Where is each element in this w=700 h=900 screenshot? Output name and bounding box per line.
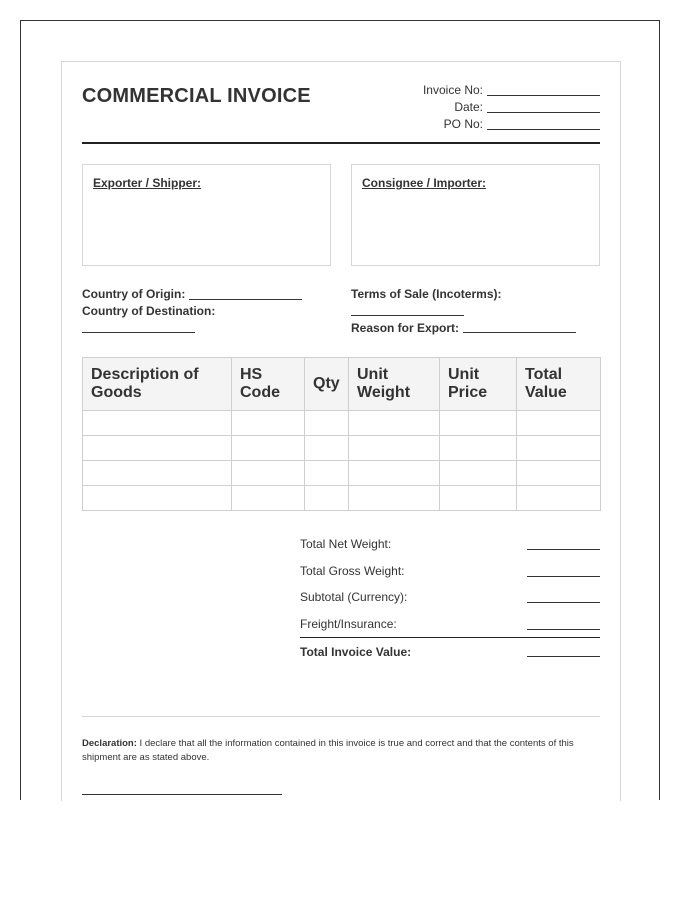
table-cell[interactable] — [440, 486, 517, 511]
table-cell[interactable] — [232, 436, 305, 461]
declaration-divider — [82, 716, 600, 717]
table-cell[interactable] — [517, 411, 601, 436]
consignee-box[interactable] — [351, 164, 600, 266]
country-origin-field[interactable] — [189, 299, 302, 300]
signature-line[interactable] — [82, 794, 282, 795]
consignee-label: Consignee / Importer: — [362, 176, 487, 190]
po-no-label: PO No: — [443, 117, 483, 131]
date-field[interactable] — [487, 112, 600, 113]
freight-label: Freight/Insurance: — [300, 617, 397, 631]
column-header-unit-price: Unit Price — [440, 358, 517, 411]
country-origin-label: Country of Origin: — [82, 287, 186, 301]
table-row — [83, 461, 601, 486]
table-row — [83, 486, 601, 511]
table-cell[interactable] — [83, 411, 232, 436]
total-invoice-value-field[interactable] — [527, 656, 600, 657]
table-cell[interactable] — [440, 461, 517, 486]
table-cell[interactable] — [517, 436, 601, 461]
table-row — [83, 411, 601, 436]
column-header-qty: Qty — [305, 358, 349, 411]
country-destination-label: Country of Destination: — [82, 304, 216, 318]
header-divider — [82, 142, 600, 144]
total-invoice-value-label: Total Invoice Value: — [300, 645, 412, 659]
column-header-unit-weight: Unit Weight — [349, 358, 440, 411]
gross-weight-field[interactable] — [527, 576, 600, 577]
table-cell[interactable] — [83, 486, 232, 511]
table-cell[interactable] — [349, 486, 440, 511]
declaration-label: Declaration: — [82, 738, 137, 749]
page-title: COMMERCIAL INVOICE — [82, 85, 311, 107]
table-cell[interactable] — [232, 486, 305, 511]
invoice-no-label: Invoice No: — [422, 83, 483, 97]
net-weight-label: Total Net Weight: — [300, 537, 392, 551]
table-cell[interactable] — [305, 411, 349, 436]
exporter-label: Exporter / Shipper: — [93, 176, 202, 190]
table-cell[interactable] — [83, 461, 232, 486]
table-cell[interactable] — [440, 436, 517, 461]
table-header-row — [83, 358, 601, 411]
table-row — [83, 436, 601, 461]
reason-label: Reason for Export: — [351, 321, 460, 335]
invoice-no-field[interactable] — [487, 95, 600, 96]
subtotal-field[interactable] — [527, 602, 600, 603]
table-cell[interactable] — [349, 436, 440, 461]
table-cell[interactable] — [305, 436, 349, 461]
exporter-box[interactable] — [82, 164, 331, 266]
table-cell[interactable] — [517, 486, 601, 511]
table-cell[interactable] — [440, 411, 517, 436]
date-label: Date: — [454, 100, 483, 114]
column-header-hs-code: HS Code — [232, 358, 305, 411]
table-cell[interactable] — [349, 461, 440, 486]
goods-table — [82, 357, 601, 511]
terms-field[interactable] — [351, 315, 464, 316]
table-cell[interactable] — [305, 486, 349, 511]
table-cell[interactable] — [232, 461, 305, 486]
table-cell[interactable] — [517, 461, 601, 486]
gross-weight-label: Total Gross Weight: — [300, 564, 405, 578]
table-cell[interactable] — [349, 411, 440, 436]
column-header-total-value: Total Value — [517, 358, 601, 411]
reason-field[interactable] — [463, 332, 576, 333]
declaration-body: I declare that all the information contained in this invoice is true and correct and that the contents of this shipment are as stated above. — [82, 738, 574, 763]
net-weight-field[interactable] — [527, 549, 600, 550]
po-no-field[interactable] — [487, 129, 600, 130]
table-cell[interactable] — [232, 411, 305, 436]
table-cell[interactable] — [305, 461, 349, 486]
freight-field[interactable] — [527, 629, 600, 630]
terms-label: Terms of Sale (Incoterms): — [351, 287, 502, 301]
totals-divider — [300, 637, 600, 638]
country-destination-field[interactable] — [82, 332, 195, 333]
table-cell[interactable] — [83, 436, 232, 461]
subtotal-label: Subtotal (Currency): — [300, 590, 408, 604]
column-header-description: Description of Goods — [83, 358, 232, 411]
declaration-text — [82, 737, 602, 765]
